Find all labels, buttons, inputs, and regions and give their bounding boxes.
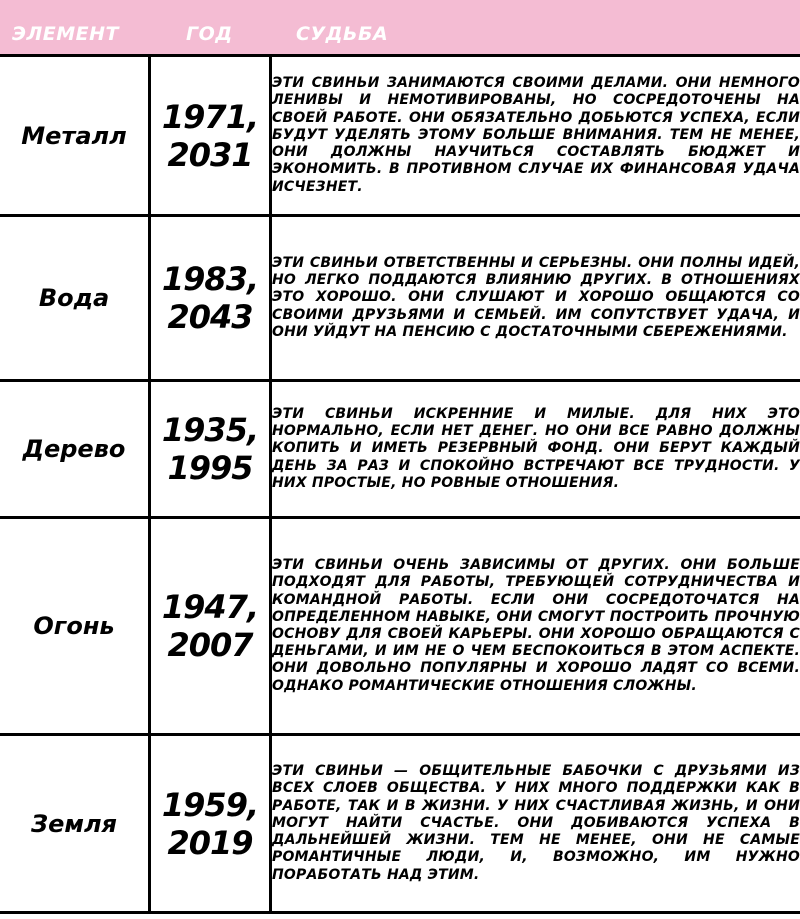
element-cell: Огонь	[0, 518, 150, 735]
fate-text: ЭТИ СВИНЬИ ИСКРЕННИЕ И МИЛЫЕ. ДЛЯ НИХ ЭТО НОРМАЛЬНО, ЕСЛИ НЕТ ДЕНЕГ. НО ОНИ ВСЕ РАВНО ДОЛЖНЫ КОПИТЬ И ИМЕТЬ РЕЗЕРВНЫЙ ФОНД. ОНИ БЕРУТ КАЖДЫЙ ДЕНЬ ЗА РАЗ И СПОКОЙНО ВСТРЕЧАЮТ ВСЕ ТРУДНОСТИ. У НИХ ПРОСТЫЕ, НО РОВНЫЕ ОТНОШЕНИЯ.	[272, 405, 800, 491]
table-row	[0, 216, 800, 381]
table-row	[0, 56, 800, 216]
year-cell	[150, 56, 271, 216]
year-first: 1971,	[161, 97, 259, 136]
year-first: 1947,	[161, 588, 259, 626]
year-cell	[150, 216, 271, 381]
table-row	[0, 381, 800, 518]
table-row	[0, 518, 800, 735]
element-cell: Металл	[0, 56, 150, 216]
fate-cell	[271, 381, 800, 518]
fate-cell	[271, 56, 800, 216]
year-second: 2019	[167, 823, 253, 862]
elements-table	[0, 54, 800, 914]
year-second: 2043	[167, 298, 253, 336]
element-cell: Дерево	[0, 381, 150, 518]
year-second: 2007	[167, 626, 253, 664]
fate-cell	[271, 216, 800, 381]
fate-cell	[271, 518, 800, 735]
element-cell: Земля	[0, 735, 150, 913]
year-cell	[150, 381, 271, 518]
header-year: ГОД	[186, 23, 233, 45]
year-second: 1995	[167, 449, 253, 487]
fate-text: ЭТИ СВИНЬИ ОЧЕНЬ ЗАВИСИМЫ ОТ ДРУГИХ. ОНИ БОЛЬШЕ ПОДХОДЯТ ДЛЯ РАБОТЫ, ТРЕБУЮЩЕЙ СОТРУДНИЧЕСТВА И КОМАНДНОЙ РАБОТЫ. ЕСЛИ ОНИ СОСРЕДОТОЧАТСЯ НА ОПРЕДЕЛЕННОМ НАВЫКЕ, ОНИ СМОГУТ ПОСТРОИТЬ ПРОЧНУЮ ОСНОВУ ДЛЯ СВОЕЙ КАРЬЕРЫ. ОНИ ХОРОШО ОБРАЩАЮТСЯ С ДЕНЬГАМИ, И ИМ НЕ О ЧЕМ БЕСПОКОИТЬСЯ В ЭТОМ АСПЕКТЕ. ОНИ ДОВОЛЬНО ПОПУЛЯРНЫ И ХОРОШО ЛАДЯТ СО ВСЕМИ. ОДНАКО РОМАНТИЧЕСКИЕ ОТНОШЕНИЯ СЛОЖНЫ.	[272, 557, 800, 694]
fate-text: ЭТИ СВИНЬИ ОТВЕТСТВЕННЫ И СЕРЬЕЗНЫ. ОНИ ПОЛНЫ ИДЕЙ, НО ЛЕГКО ПОДДАЮТСЯ ВЛИЯНИЮ ДРУГИХ. В ОТНОШЕНИЯХ ЭТО ХОРОШО. ОНИ СЛУШАЮТ И ХОРОШО ОБЩАЮТСЯ СО СВОИМИ ДРУЗЬЯМИ И СЕМЬЕЙ. ИМ СОПУТСТВУЕТ УДАЧА, И ОНИ УЙДУТ НА ПЕНСИЮ С ДОСТАТОЧНЫМИ СБЕРЕЖЕНИЯМИ.	[272, 254, 800, 340]
year-first: 1959,	[161, 785, 259, 824]
year-first: 1935,	[161, 411, 259, 449]
fate-text: ЭТИ СВИНЬИ — ОБЩИТЕЛЬНЫЕ БАБОЧКИ С ДРУЗЬЯМИ ИЗ ВСЕХ СЛОЕВ ОБЩЕСТВА. У НИХ МНОГО ПОДДЕРЖКИ КАК В РАБОТЕ, ТАК И В ЖИЗНИ. У НИХ СЧАСТЛИВАЯ ЖИЗНЬ, И ОНИ МОГУТ НАЙТИ СЧАСТЬЕ. ОНИ ДОБИВАЮТСЯ УСПЕХА В ДАЛЬНЕЙШЕЙ ЖИЗНИ. ТЕМ НЕ МЕНЕЕ, ОНИ НЕ САМЫЕ РОМАНТИЧНЫЕ ЛЮДИ, И, ВОЗМОЖНО, ИМ НУЖНО ПОРАБОТАТЬ НАД ЭТИМ.	[272, 763, 800, 883]
year-cell	[150, 735, 271, 913]
year-second: 2031	[167, 135, 253, 174]
fate-text: ЭТИ СВИНЬИ ЗАНИМАЮТСЯ СВОИМИ ДЕЛАМИ. ОНИ НЕМНОГО ЛЕНИВЫ И НЕМОТИВИРОВАНЫ, НО СОСРЕДОТОЧЕНЫ НА СВОЕЙ РАБОТЕ. ОНИ ОБЯЗАТЕЛЬНО ДОБЬЮТСЯ УСПЕХА, ЕСЛИ БУДУТ УДЕЛЯТЬ ЭТОМУ БОЛЬШЕ ВНИМАНИЯ. ТЕМ НЕ МЕНЕЕ, ОНИ ДОЛЖНЫ НАУЧИТЬСЯ СОСТАВЛЯТЬ БЮДЖЕТ И ЭКОНОМИТЬ. В ПРОТИВНОМ СЛУЧАЕ ИХ ФИНАНСОВАЯ УДАЧА ИСЧЕЗНЕТ.	[272, 75, 800, 195]
fate-cell	[271, 735, 800, 913]
element-cell: Вода	[0, 216, 150, 381]
header-fate: СУДЬБА	[296, 23, 389, 45]
table-row	[0, 735, 800, 913]
table-header	[0, 0, 800, 54]
year-first: 1983,	[161, 260, 259, 298]
header-element: ЭЛЕМЕНТ	[12, 23, 119, 45]
year-cell	[150, 518, 271, 735]
